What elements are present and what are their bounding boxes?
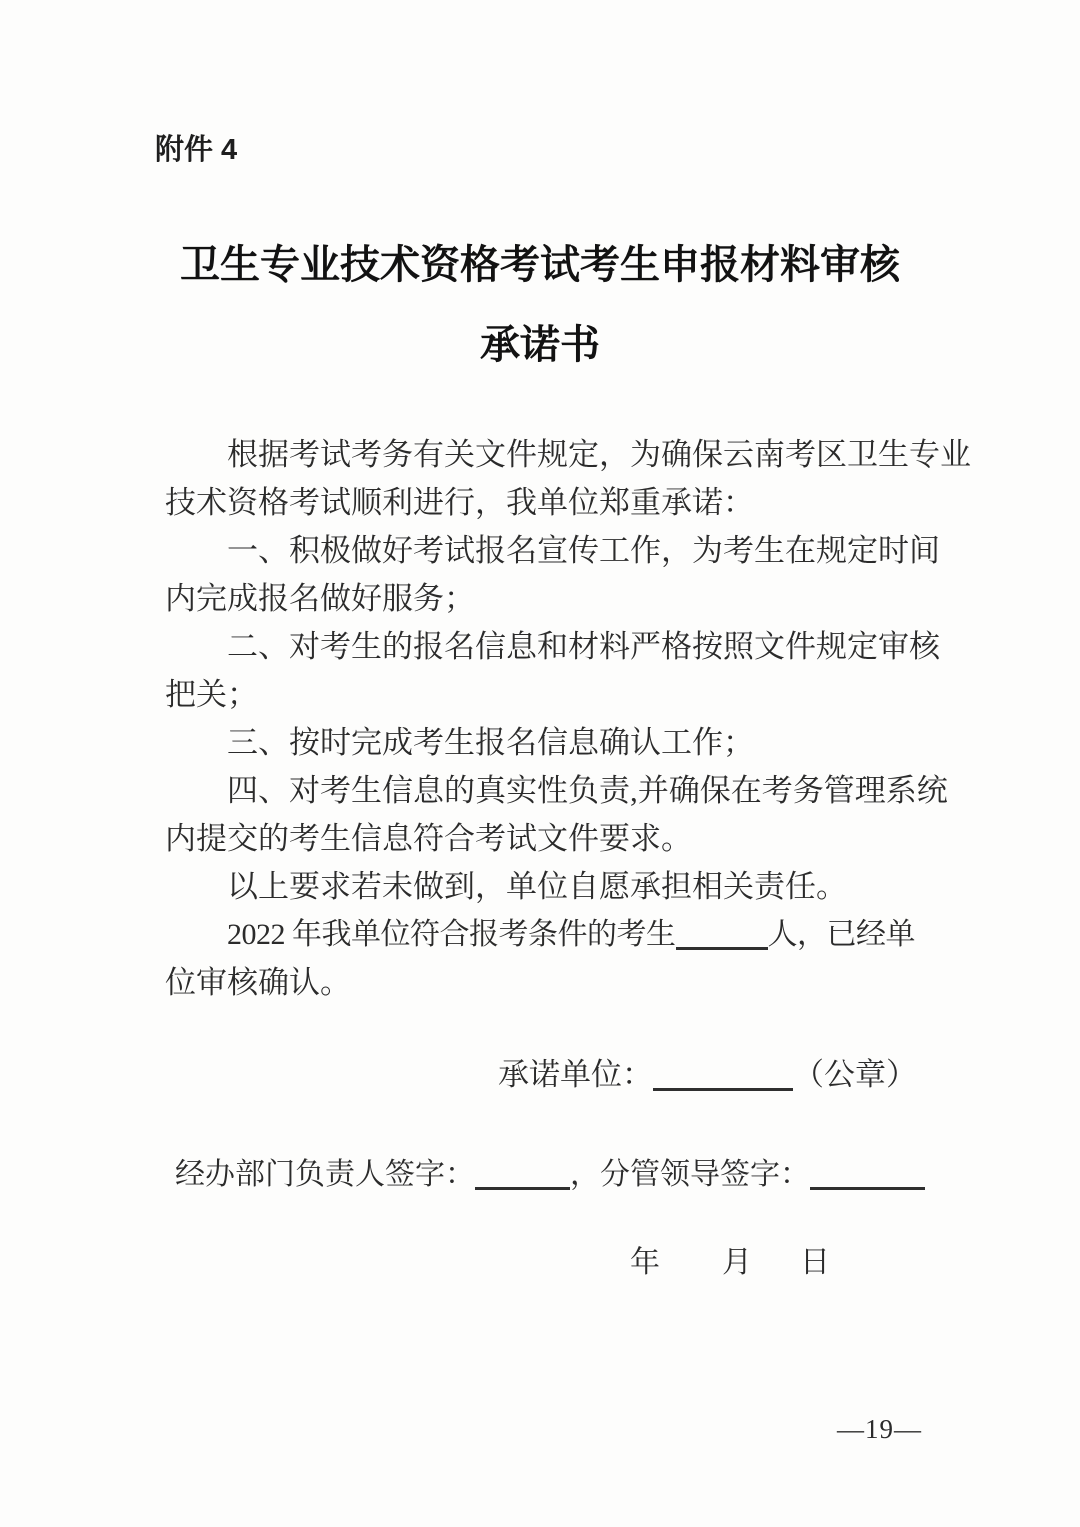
body-line-9: 内提交的考生信息符合考试文件要求。 [165,821,692,856]
title-line-2: 承诺书 [480,322,600,367]
body-line-8: 四、对考生信息的真实性负责,并确保在考务管理系统 [227,773,948,808]
body-line-7: 三、按时完成考生报名信息确认工作； [227,725,754,760]
body-line-1: 根据考试考务有关文件规定，为确保云南考区卫生专业 [227,437,971,472]
date-month-label: 月 [722,1246,752,1279]
official-seal-label: （公章） [793,1057,917,1092]
handler-signature-label: 经办部门负责人签字： [175,1158,475,1191]
count-blank-line [676,917,768,950]
count-line-suffix: 人，已经单 [767,918,915,951]
signature-line [175,1155,1080,1195]
body-line-10: 以上要求若未做到，单位自愿承担相关责任。 [227,869,847,904]
attachment-label: 附件 4 [155,134,238,166]
document-body [165,431,971,1007]
body-line-3: 一、积极做好考试报名宣传工作，为考生在规定时间 [227,533,940,568]
page-number: —19— [837,1414,922,1444]
document-title [0,225,1080,385]
body-line-4: 内完成报名做好服务； [165,581,475,616]
promise-unit-blank-line [653,1057,793,1091]
leader-signature-blank-line [810,1157,925,1190]
body-line-2: 技术资格考试顺利进行，我单位郑重承诺： [165,485,754,520]
handler-signature-blank-line [475,1157,570,1190]
promise-unit-line [498,1055,1080,1095]
body-line-count [165,911,925,959]
count-line-prefix: 2022 年我单位符合报考条件的考生 [227,918,676,951]
date-line [630,1243,1080,1283]
date-day-label: 日 [800,1246,830,1279]
signature-separator: ， [570,1158,600,1191]
body-line-6: 把关； [165,677,258,712]
leader-signature-label: 分管领导签字： [600,1158,810,1191]
title-line-1: 卫生专业技术资格考试考生申报材料审核 [180,242,900,287]
promise-unit-label: 承诺单位： [498,1057,653,1092]
body-line-5: 二、对考生的报名信息和材料严格按照文件规定审核 [227,629,940,664]
body-line-count-continuation: 位审核确认。 [165,965,351,1000]
date-year-label: 年 [630,1246,660,1279]
